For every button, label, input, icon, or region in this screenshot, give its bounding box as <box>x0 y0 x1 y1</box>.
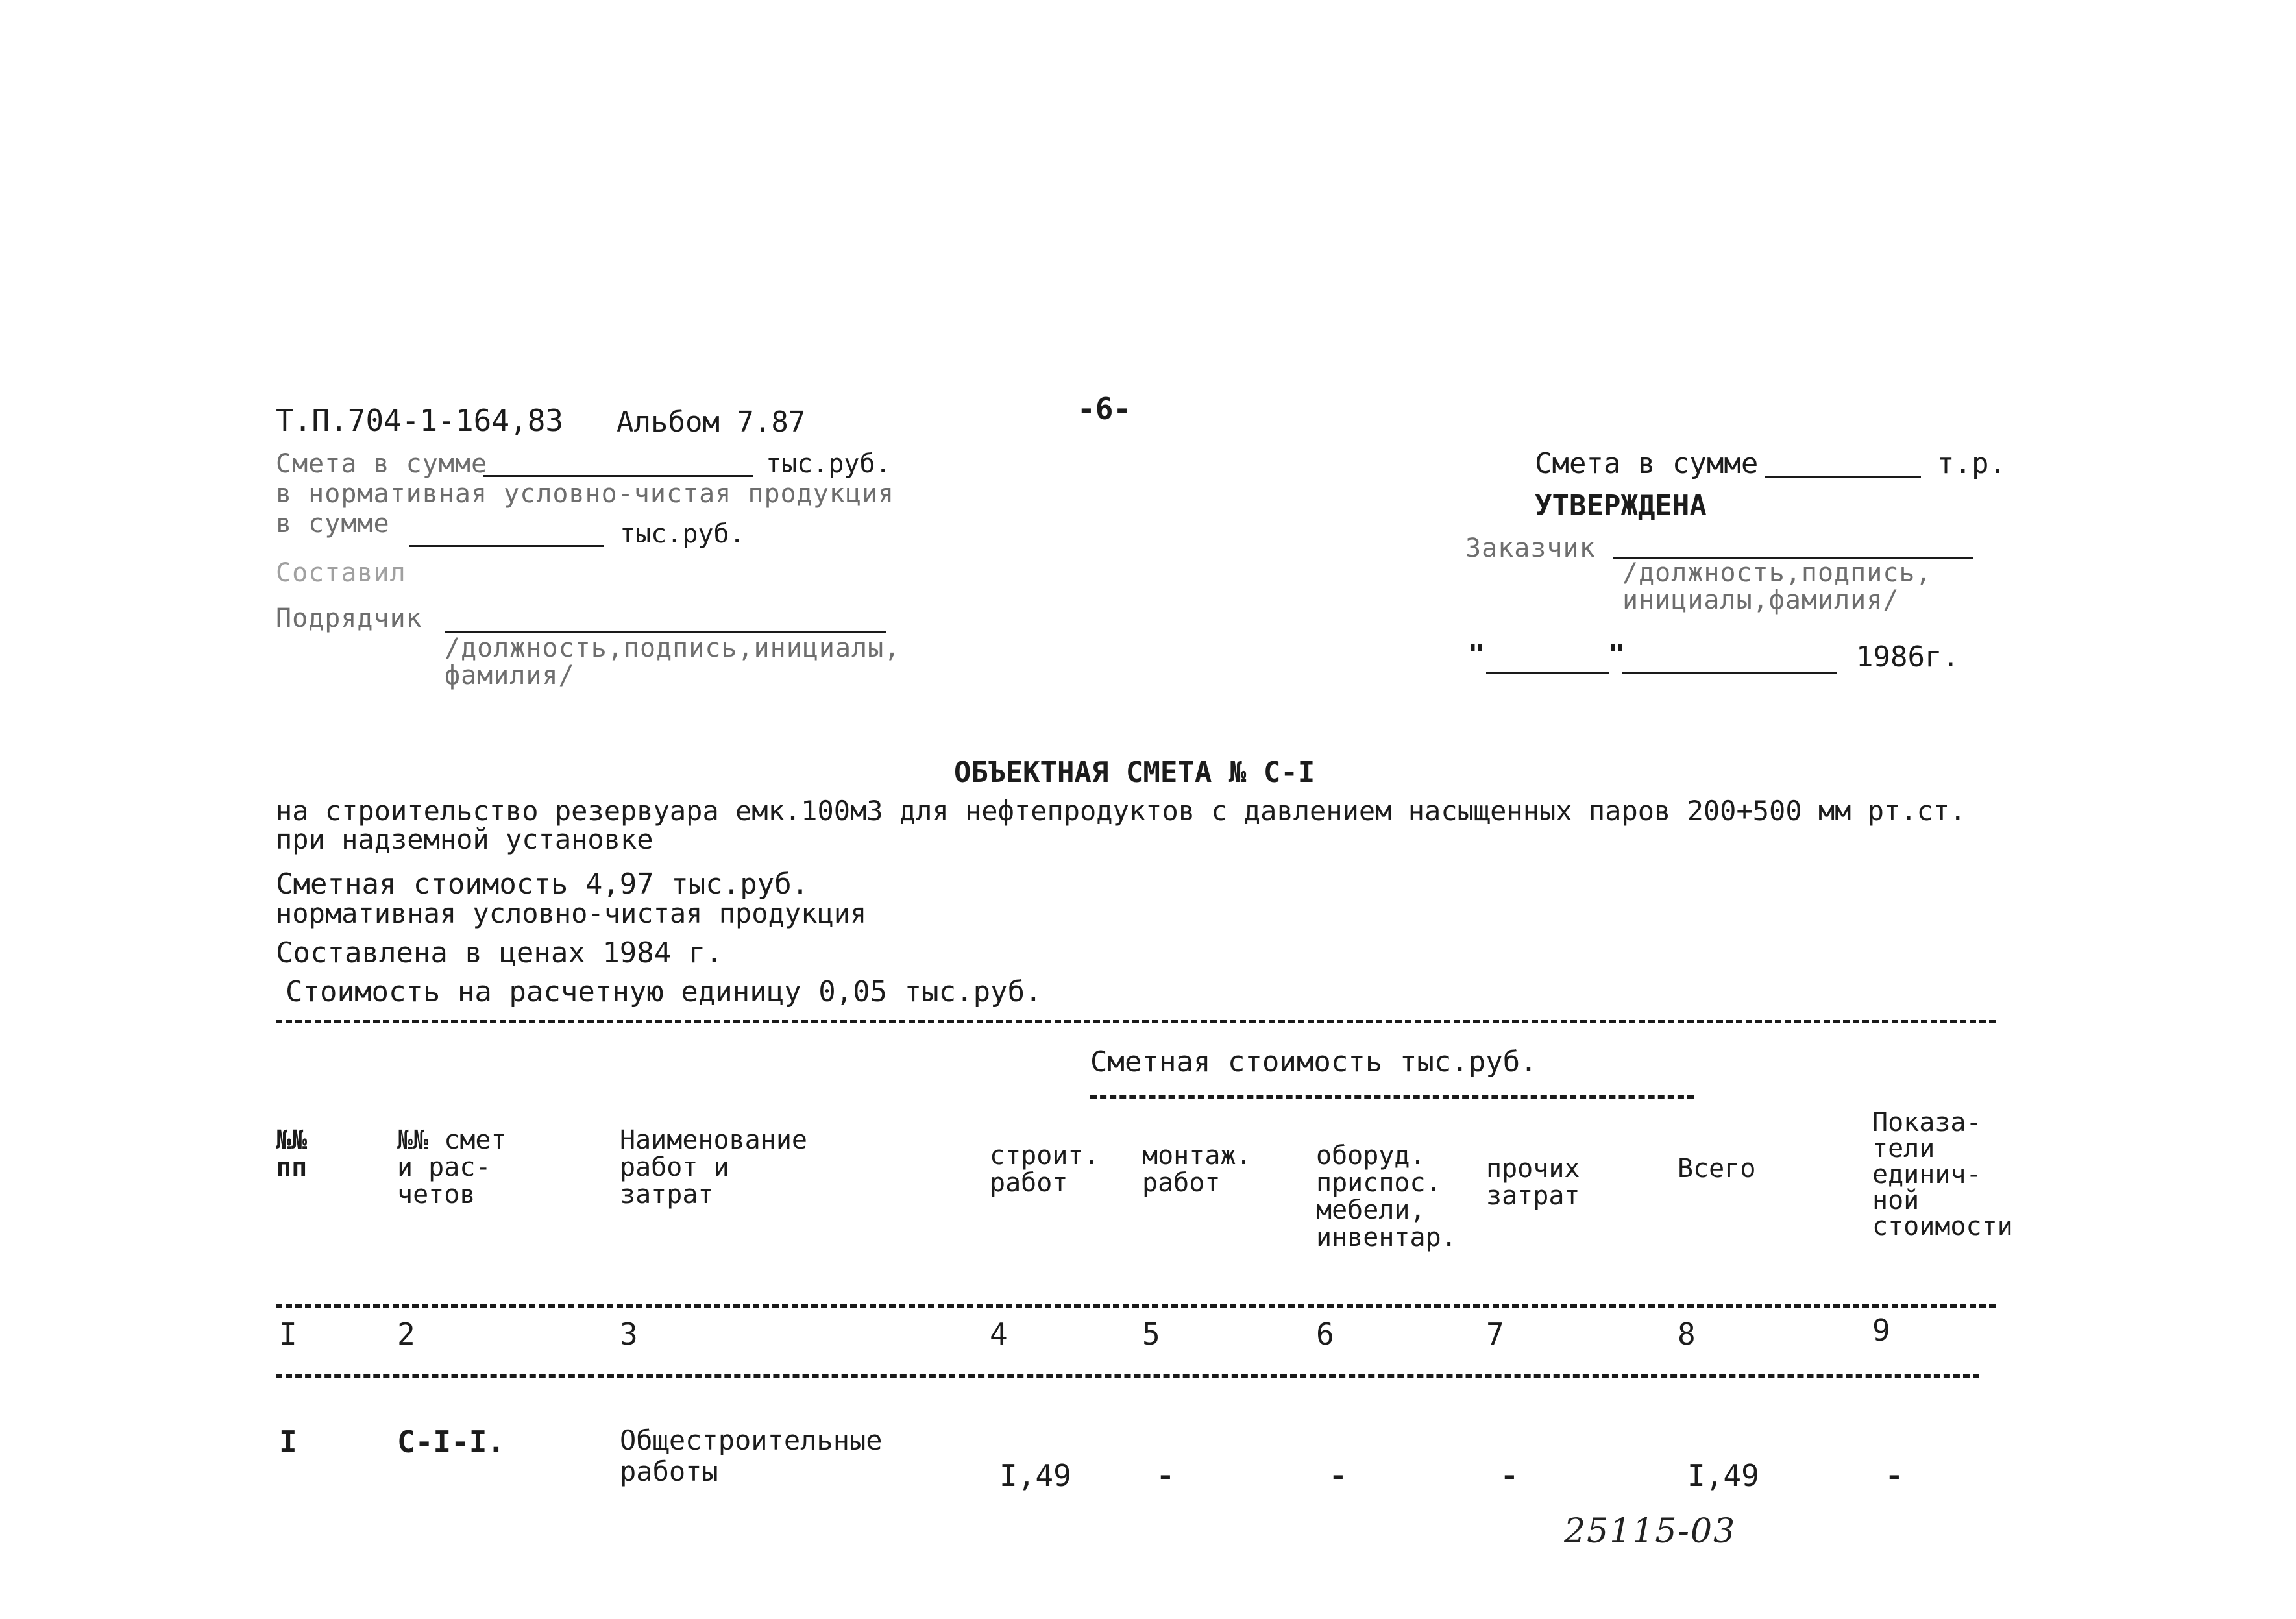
left-in-sum-field <box>409 545 604 547</box>
date-month-field <box>1622 672 1837 674</box>
col-header-total: Всего <box>1678 1154 1756 1184</box>
col-number-9: 9 <box>1872 1313 1890 1348</box>
col-number-4: 4 <box>990 1317 1008 1352</box>
document-code: Т.П.704-1-164,83 <box>276 403 564 438</box>
left-sum-unit: тыс.руб. <box>766 449 891 479</box>
left-in-sum-label: в сумме <box>276 509 390 539</box>
left-normative-line: в нормативная условно-чистая продукция <box>276 479 895 509</box>
handwritten-number: 25115-03 <box>1564 1512 1737 1551</box>
row-other-cost: - <box>1500 1458 1519 1493</box>
normative-product: нормативная условно-чистая продукция <box>276 897 867 929</box>
table-top-rule <box>276 1020 1996 1023</box>
unit-cost: Стоимость на расчетную единицу 0,05 тыс.руб. <box>286 975 1042 1008</box>
right-sum-unit: т.р. <box>1937 447 2006 480</box>
prices-year: Составлена в ценах 1984 г. <box>276 936 723 969</box>
left-in-sum-unit: тыс.руб. <box>620 519 745 549</box>
right-sum-field <box>1765 476 1921 478</box>
customer-caption: /должность,подпись, инициалы,фамилия/ <box>1622 558 1932 615</box>
row-unit-cost: - <box>1885 1458 1903 1493</box>
contractor-caption: /должность,подпись,инициалы, фамилия/ <box>445 633 901 690</box>
col-header-estimate-num: №№ смет и рас- четов <box>397 1125 507 1210</box>
col-number-3: 3 <box>620 1317 638 1352</box>
header-bottom-rule <box>276 1304 1996 1308</box>
date-close-quote: " <box>1608 639 1626 672</box>
contractor-field <box>445 631 886 633</box>
date-day-field <box>1486 672 1609 674</box>
group-header: Сметная стоимость тыс.руб. <box>1090 1045 1537 1078</box>
col-header-name: Наименование работ и затрат <box>620 1125 807 1210</box>
right-sum-label: Смета в сумме <box>1535 447 1759 480</box>
col-header-installation: монтаж. работ <box>1142 1141 1252 1198</box>
row-installation-cost: - <box>1156 1458 1175 1493</box>
col-number-2: 2 <box>397 1317 415 1352</box>
row-num: I <box>279 1424 297 1459</box>
left-composed: Составил <box>276 558 406 588</box>
col-header-other: прочих затрат <box>1486 1154 1580 1211</box>
col-number-8: 8 <box>1678 1317 1696 1352</box>
album-label: Альбом 7.87 <box>617 406 806 439</box>
group-header-rule <box>1090 1095 1694 1099</box>
date-year: 1986г. <box>1856 640 1959 674</box>
left-sum-label: Смета в сумме <box>276 449 488 479</box>
col-number-5: 5 <box>1142 1317 1160 1352</box>
row-construction-cost: I,49 <box>999 1458 1071 1493</box>
row-equipment-cost: - <box>1329 1458 1347 1493</box>
row-estimate-code: С-I-I. <box>397 1424 506 1459</box>
approved-label: УТВЕРЖДЕНА <box>1535 489 1707 522</box>
col-number-7: 7 <box>1486 1317 1504 1352</box>
col-number-6: 6 <box>1316 1317 1334 1352</box>
page-number: -6- <box>1077 391 1132 426</box>
date-open-quote: " <box>1468 639 1485 672</box>
numbers-bottom-rule <box>276 1374 1979 1378</box>
customer-label: Заказчик <box>1465 533 1596 563</box>
col-header-num: №№ пп <box>276 1125 308 1182</box>
col-number-1: I <box>279 1317 297 1352</box>
document-subtitle: на строительство резервуара емк.100м3 для нефтепродуктов с давлением насыщенных паров 200+500 мм рт.ст. при надземной установке <box>276 795 1966 855</box>
contractor-label: Подрядчик <box>276 603 422 633</box>
row-total-cost: I,49 <box>1687 1458 1759 1493</box>
col-header-unit-cost: Показа- тели единич- ной стоимости <box>1872 1108 2013 1241</box>
col-header-equipment: оборуд. приспос. мебели, инвентар. <box>1316 1141 1457 1252</box>
col-header-construction: строит. работ <box>990 1141 1099 1198</box>
estimated-cost: Сметная стоимость 4,97 тыс.руб. <box>276 868 809 901</box>
left-sum-field <box>483 475 753 477</box>
document-title: ОБЪЕКТНАЯ СМЕТА № С-I <box>954 756 1315 789</box>
row-work-name: Общестроительные работы <box>620 1424 883 1487</box>
